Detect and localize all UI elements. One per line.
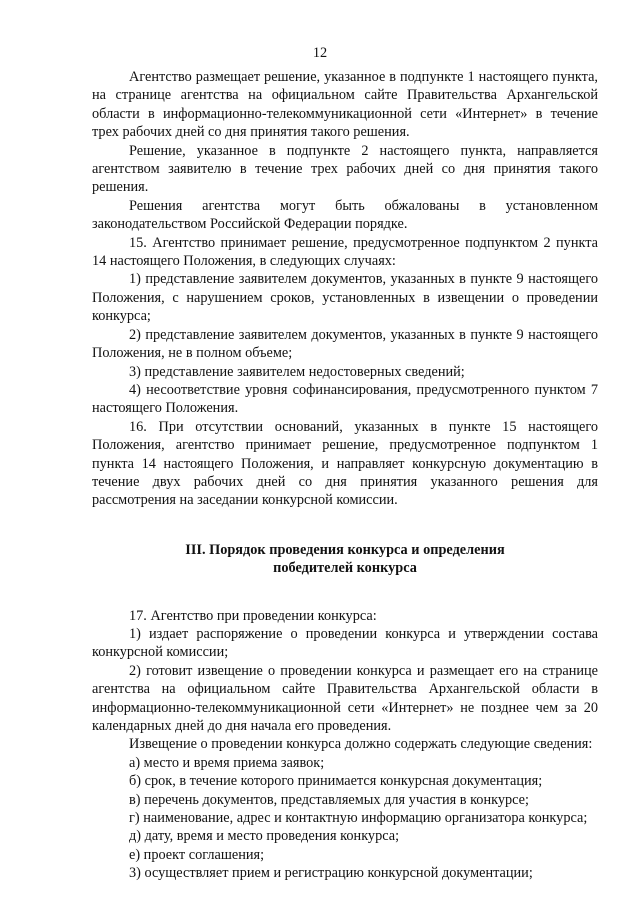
clause-15-item-4: 4) несоответствие уровня софинансирования, предусмотренного пунктом 7 настоящего Положения. — [92, 381, 598, 417]
paragraph-decision-sent-to-applicant: Решение, указанное в подпункте 2 настоящего пункта, направляется агентством заявителю в течение трех рабочих дней со дня принятия такого решения. — [92, 142, 598, 196]
notice-item-e: е) проект соглашения; — [129, 846, 265, 863]
clause-15-item-1: 1) представление заявителем документов, указанных в пункте 9 настоящего Положения, с нарушением сроков, установленных в извещении о проведении конкурса; — [92, 271, 598, 325]
notice-item-a: а) место и время приема заявок; — [129, 754, 325, 771]
notice-contents-intro: Извещение о проведении конкурса должно содержать следующие сведения: — [129, 736, 593, 753]
clause-17-item-1: 1) издает распоряжение о проведении конкурса и утверждении состава конкурсной комиссии; — [92, 625, 598, 661]
clause-16: 16. При отсутствии оснований, указанных в пункте 15 настоящего Положения, агентство принимает решение, предусмотренное подпунктом 1 пункта 14 настоящего Положения, и направляет конкурсную документацию в течение двух рабочих дней со дня принятия указанного решения для рассмотрения на заседании конкурсной комиссии. — [92, 418, 598, 509]
notice-item-d: д) дату, время и место проведения конкурса; — [129, 828, 400, 845]
clause-15: 15. Агентство принимает решение, предусмотренное подпунктом 2 пункта 14 настоящего Положения, в следующих случаях: — [92, 234, 598, 270]
paragraph-appeal-of-decisions: Решения агентства могут быть обжалованы в установленном законодательством Российской Федерации порядке. — [92, 197, 598, 233]
clause-17-item-2: 2) готовит извещение о проведении конкурса и размещает его на странице агентства на официальном сайте Правительства Архангельской области в информационно-телекоммуникационной сети «Интернет» не позднее чем за 20 календарных дней до дня начала его проведения. — [92, 662, 598, 734]
section-heading — [92, 541, 598, 578]
document-body — [92, 68, 598, 883]
clause-15-item-2: 2) представление заявителем документов, указанных в пункте 9 настоящего Положения, не в полном объеме; — [92, 326, 598, 362]
clause-17-item-3: 3) осуществляет прием и регистрацию конкурсной документации; — [129, 865, 533, 882]
page-number: 12 — [312, 45, 328, 61]
notice-item-v: в) перечень документов, представляемых для участия в конкурсе; — [129, 791, 529, 808]
section-heading-line-2: победителей конкурса — [273, 560, 417, 577]
notice-item-b: б) срок, в течение которого принимается конкурсная документация; — [129, 773, 543, 790]
clause-15-item-3: 3) представление заявителем недостоверных сведений; — [129, 363, 465, 380]
notice-item-g: г) наименование, адрес и контактную информацию организатора конкурса; — [129, 810, 588, 827]
clause-17: 17. Агентство при проведении конкурса: — [129, 607, 377, 624]
section-heading-line-1: III. Порядок проведения конкурса и определения — [185, 541, 505, 558]
paragraph-publication-of-decision: Агентство размещает решение, указанное в подпункте 1 настоящего пункта, на странице агентства на официальном сайте Правительства Архангельской области в информационно-телекоммуникационной сети «Интернет» в течение трех рабочих дней со дня принятия такого решения. — [92, 69, 598, 141]
